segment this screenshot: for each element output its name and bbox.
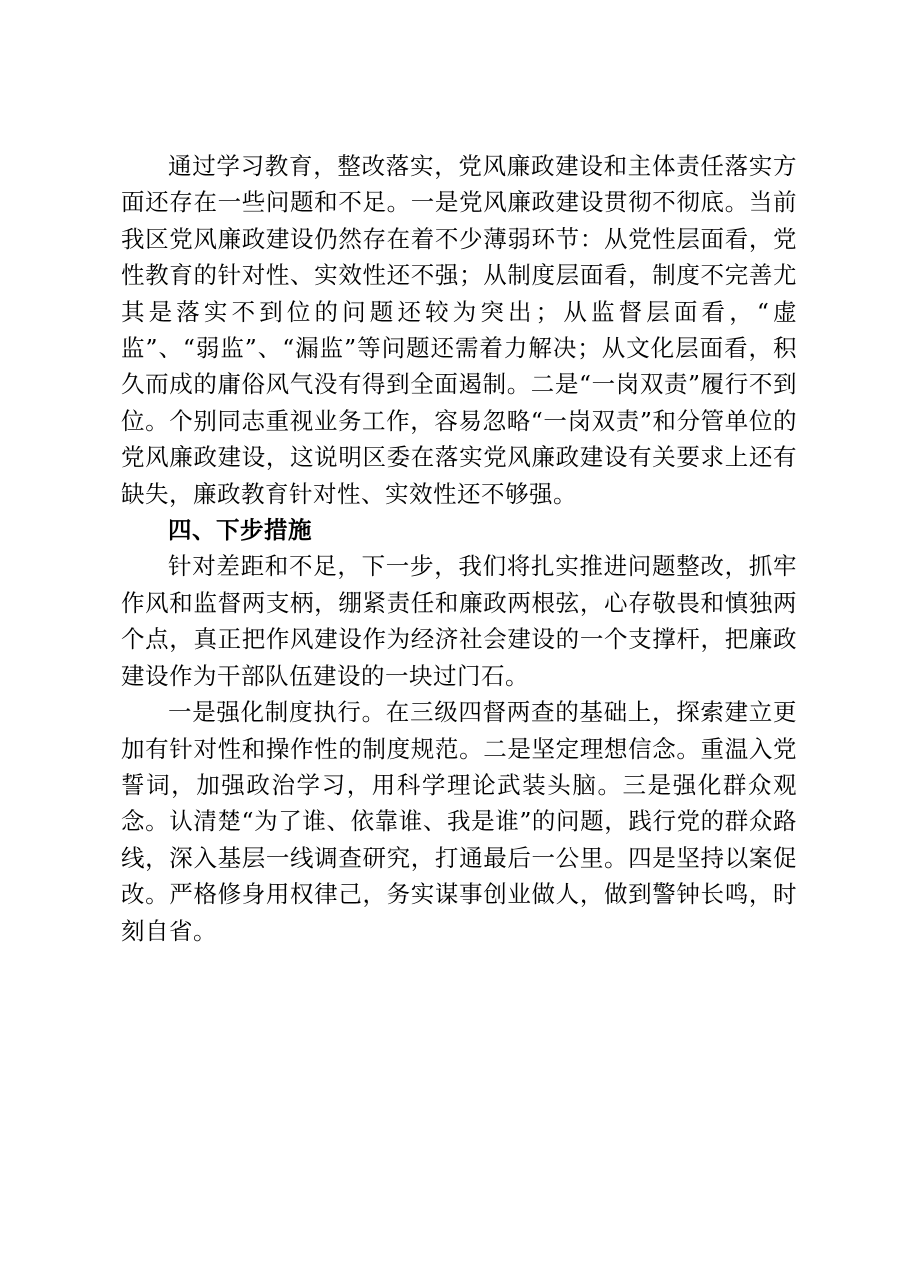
paragraph-next-steps: 针对差距和不足，下一步，我们将扎实推进问题整改，抓牢作风和监督两支柄，绷紧责任和廉政两根弦，心存敬畏和慎独两个点，真正把作风建设作为经济社会建设的一个支撑杆，把廉政建设作为干部队伍建设的一块过门石。 bbox=[121, 552, 797, 690]
paragraph-measures: 一是强化制度执行。在三级四督两查的基础上，探索建立更加有针对性和操作性的制度规范。二是坚定理想信念。重温入党誓词，加强政治学习，用科学理论武装头脑。三是强化群众观念。认清楚“为了谁、依靠谁、我是谁”的问题，践行党的群众路线，深入基层一线调查研究，打通最后一公里。四是坚持以案促改。严格修身用权律己，务实谋事创业做人，做到警钟长鸣，时刻自省。 bbox=[121, 698, 797, 945]
section-heading: 四、下步措施 bbox=[168, 516, 312, 545]
paragraph-problems: 通过学习教育，整改落实，党风廉政建设和主体责任落实方面还存在一些问题和不足。一是党风廉政建设贯彻不彻底。当前我区党风廉政建设仍然存在着不少薄弱环节：从党性层面看，党性教育的针对性、实效性还不强；从制度层面看，制度不完善尤其是落实不到位的问题还较为突出；从监督层面看，“虚监”、“弱监”、“漏监”等问题还需着力解决；从文化层面看，积久而成的庸俗风气没有得到全面遏制。二是“一岗双责”履行不到位。个别同志重视业务工作，容易忽略“一岗双责”和分管单位的党风廉政建设，这说明区委在落实党风廉政建设有关要求上还有缺失，廉政教育针对性、实效性还不够强。 bbox=[121, 152, 797, 508]
document-body bbox=[121, 148, 797, 949]
